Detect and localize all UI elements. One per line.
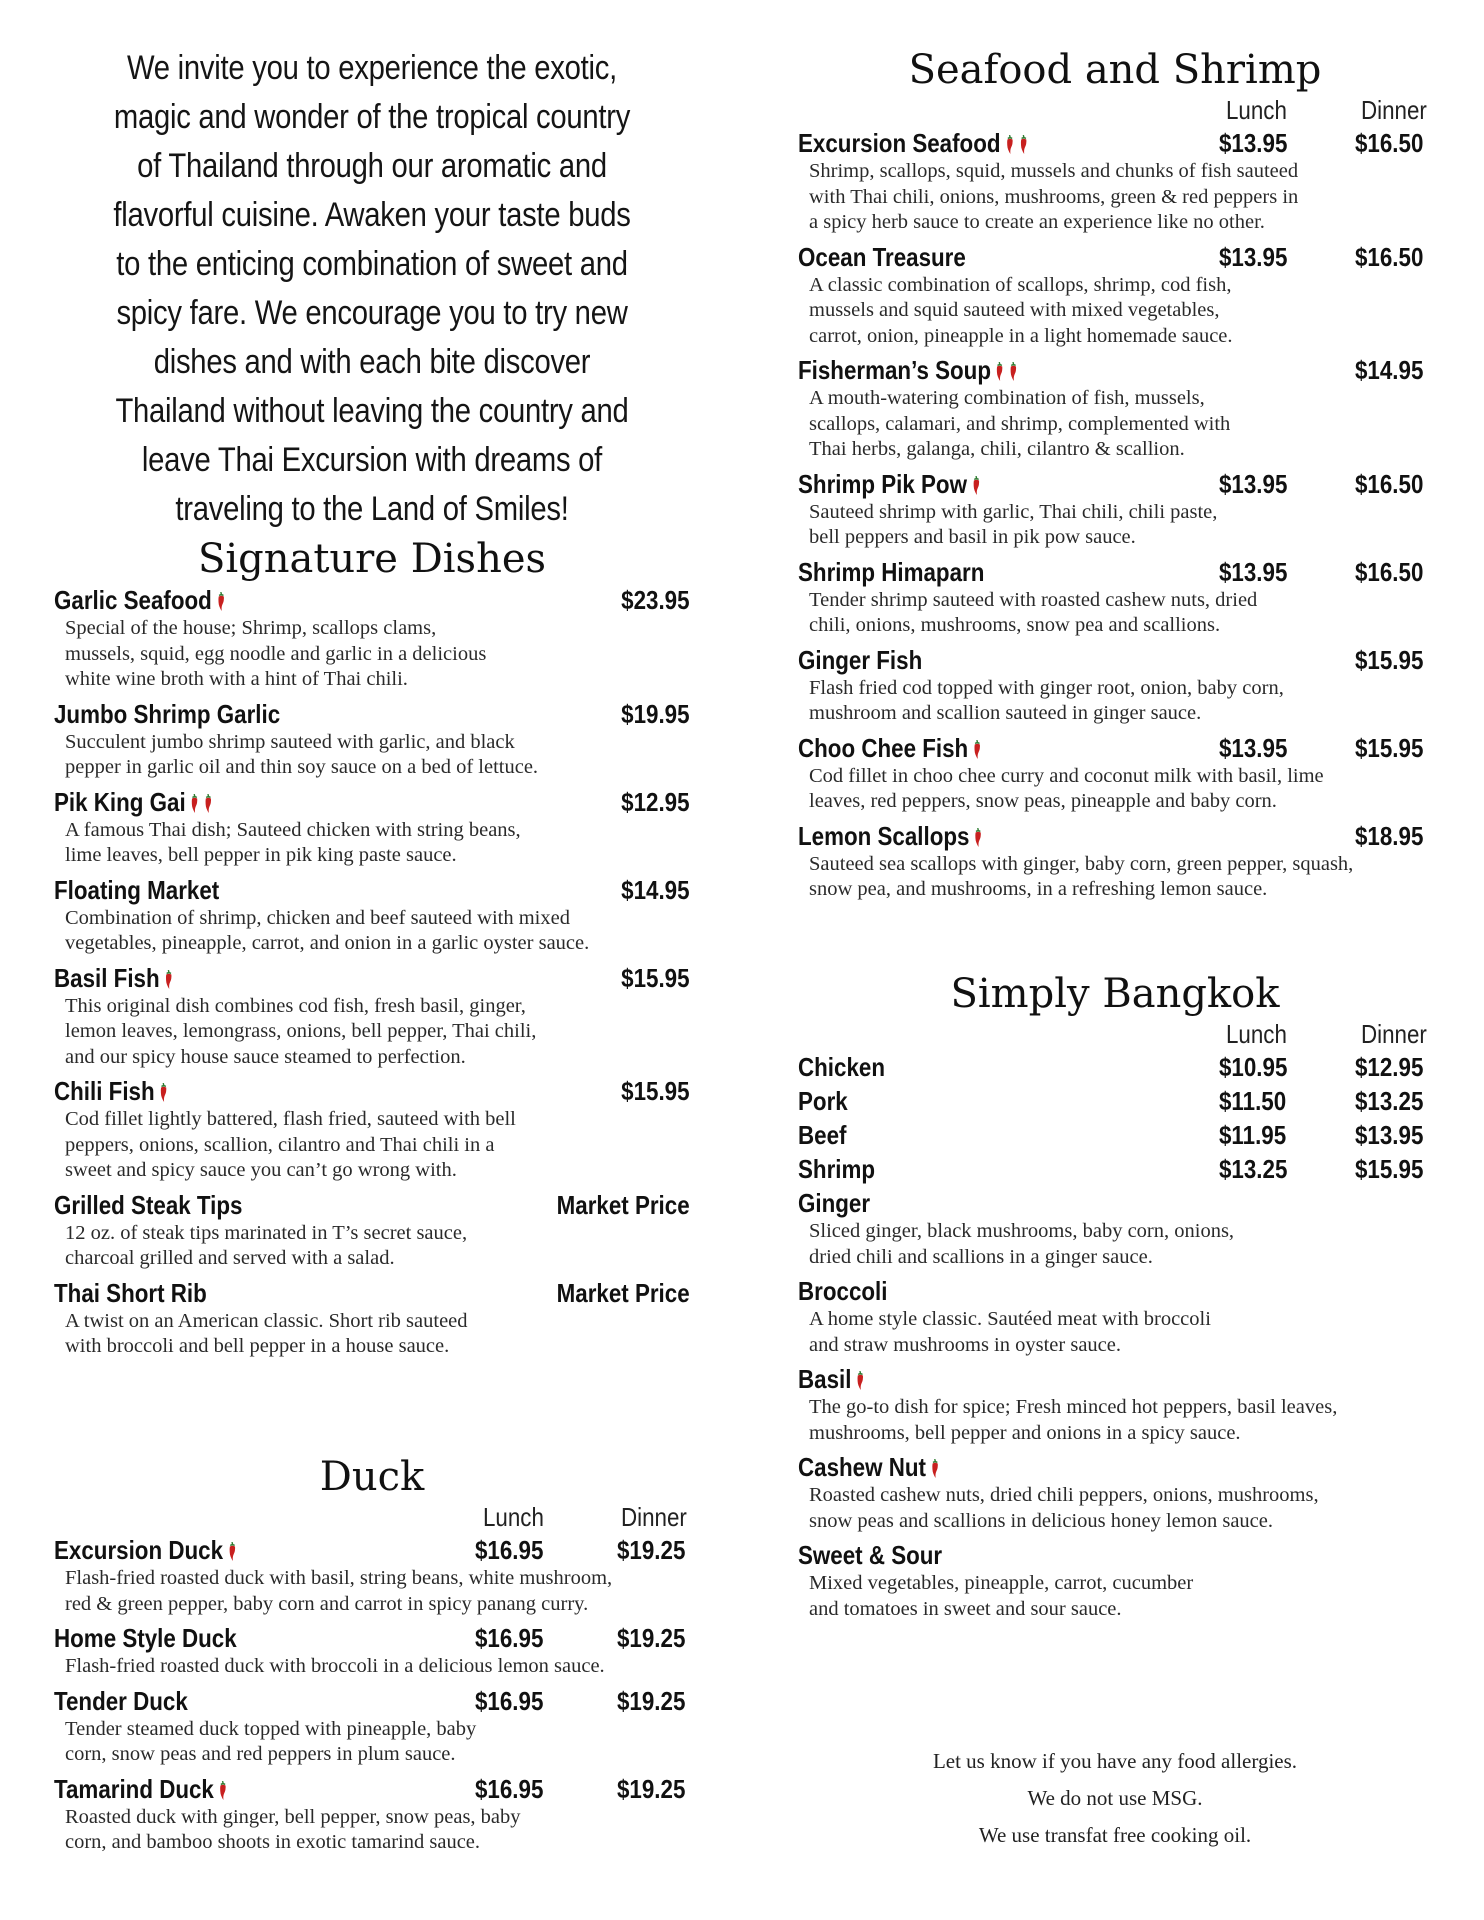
item-name: Garlic Seafood — [54, 584, 226, 616]
signature-item — [54, 698, 690, 781]
seafood-item — [798, 127, 1432, 236]
item-price: $23.95 — [621, 585, 690, 615]
seafood-item — [798, 241, 1432, 350]
signature-item — [54, 962, 690, 1071]
signature-item — [54, 1075, 690, 1184]
item-description: Flash-fried roasted duck with basil, string beans, white mushroom, red & green pepper, baby corn and carrot in spicy panang curry. — [65, 1567, 613, 1615]
bangkok-style-item — [798, 1275, 1432, 1358]
item-name: Ginger Fish — [798, 644, 923, 675]
chili-pepper-icon — [930, 1459, 939, 1478]
duck-item — [54, 1685, 690, 1768]
item-description: Roasted duck with ginger, bell pepper, snow peas, baby corn, and bamboo shoots in exotic tamarind sauce. — [65, 1805, 521, 1853]
item-name: Floating Market — [54, 874, 220, 905]
item-description: Flash fried cod topped with ginger root, onion, baby corn, mushroom and scallion sauteed in ginger sauce. — [809, 676, 1284, 724]
duck-item — [54, 1534, 690, 1617]
chili-pepper-icon — [856, 1371, 865, 1390]
bangkok-protein-row — [798, 1153, 1432, 1185]
transfat-note: We use transfat free cooking oil. — [978, 1823, 1252, 1847]
item-description: Special of the house; Shrimp, scallops clams, mussels, squid, egg noodle and garlic in a delicious white wine broth with a hint of Thai chili. — [65, 617, 487, 690]
chili-pepper-icon — [1019, 135, 1028, 154]
item-description: The go-to dish for spice; Fresh minced hot peppers, basil leaves, mushrooms, bell pepper and onions in a spicy sauce. — [809, 1396, 1338, 1444]
bangkok-protein-row — [798, 1085, 1432, 1117]
duck-item — [54, 1622, 690, 1680]
item-name: Sweet & Sour — [798, 1540, 943, 1570]
item-dinner-price: $16.50 — [1355, 128, 1424, 158]
item-dinner-price: $12.95 — [1355, 1052, 1424, 1082]
item-description: This original dish combines cod fish, fresh basil, ginger, lemon leaves, lemongrass, onions, bell pepper, Thai chili, and our spicy house sauce steamed to perfection. — [65, 994, 537, 1068]
bangkok-style-item — [798, 1187, 1432, 1270]
chili-pepper-icon — [159, 1083, 168, 1102]
item-name: Shrimp Himaparn — [798, 556, 985, 587]
signature-item — [54, 874, 690, 957]
item-dinner-price: $16.50 — [1355, 241, 1424, 272]
item-name: Pork — [798, 1086, 848, 1116]
chili-pepper-icon — [204, 794, 213, 813]
chili-pepper-icon — [218, 1781, 227, 1800]
item-name: Cashew Nut — [798, 1451, 940, 1483]
seafood-item — [798, 644, 1432, 727]
item-dinner-price: $18.95 — [1355, 820, 1424, 851]
signature-section — [54, 534, 690, 1365]
item-price: $15.95 — [621, 1076, 690, 1106]
item-lunch-price: $13.25 — [1219, 1154, 1288, 1184]
item-description: Sauteed sea scallops with ginger, baby corn, green pepper, squash, snow pea, and mushrooms, in a refreshing lemon sauce. — [809, 852, 1354, 900]
bangkok-lunch-header: Lunch — [1226, 1019, 1287, 1049]
bangkok-section — [798, 969, 1432, 1627]
bangkok-column-headers — [798, 1019, 1432, 1051]
item-name: Basil — [798, 1363, 865, 1395]
chili-pepper-icon — [972, 740, 981, 759]
item-name: Fisherman’s Soup — [798, 354, 1019, 386]
bangkok-proteins — [798, 1051, 1432, 1185]
signature-item — [54, 1277, 690, 1360]
item-lunch-price: $13.95 — [1219, 468, 1288, 499]
item-description: A home style classic. Sautéed meat with broccoli and straw mushrooms in oyster sauce. — [809, 1308, 1211, 1356]
chili-pepper-icon — [1009, 362, 1018, 381]
item-description: Flash-fried roasted duck with broccoli in a delicious lemon sauce. — [65, 1655, 605, 1677]
item-lunch-price: $16.95 — [475, 1623, 544, 1653]
item-name: Ocean Treasure — [798, 241, 966, 272]
item-lunch-price: $16.95 — [475, 1685, 544, 1716]
signature-list — [54, 584, 690, 1360]
duck-dinner-header: Dinner — [621, 1502, 687, 1532]
item-name: Grilled Steak Tips — [54, 1189, 243, 1220]
seafood-item — [798, 468, 1432, 551]
allergy-note: Let us know if you have any food allergies. — [932, 1749, 1298, 1773]
item-dinner-price: $15.95 — [1355, 644, 1424, 675]
item-dinner-price: $13.95 — [1355, 1120, 1424, 1150]
item-name: Chicken — [798, 1052, 885, 1082]
item-description: Tender shrimp sauteed with roasted cashew nuts, dried chili, onions, mushrooms, snow pea and scallions. — [809, 588, 1258, 636]
item-lunch-price: $16.95 — [475, 1535, 544, 1565]
item-name: Tamarind Duck — [54, 1773, 228, 1805]
item-description: 12 oz. of steak tips marinated in T’s secret sauce, charcoal grilled and served with a salad. — [65, 1221, 468, 1269]
seafood-item — [798, 556, 1432, 639]
seafood-section — [798, 45, 1432, 908]
signature-item — [54, 1189, 690, 1272]
item-lunch-price: $16.95 — [475, 1773, 544, 1804]
item-dinner-price: $16.50 — [1355, 468, 1424, 499]
item-name: Broccoli — [798, 1276, 888, 1306]
item-name: Choo Chee Fish — [798, 732, 982, 764]
chili-pepper-icon — [216, 592, 225, 611]
seafood-column-headers — [798, 95, 1432, 127]
item-lunch-price: $13.95 — [1219, 241, 1288, 272]
seafood-dinner-header: Dinner — [1361, 95, 1427, 125]
chili-pepper-icon — [164, 970, 173, 989]
duck-column-headers — [54, 1502, 690, 1534]
chili-pepper-icon — [971, 476, 980, 495]
item-name: Excursion Seafood — [798, 127, 1028, 159]
bangkok-style-item — [798, 1539, 1432, 1622]
signature-title: Signature Dishes — [197, 536, 547, 582]
item-dinner-price: $19.25 — [617, 1773, 686, 1804]
duck-lunch-header: Lunch — [483, 1502, 544, 1532]
item-lunch-price: $11.95 — [1219, 1120, 1287, 1150]
item-name: Tender Duck — [54, 1685, 188, 1716]
bangkok-dinner-header: Dinner — [1361, 1019, 1427, 1049]
bangkok-title: Simply Bangkok — [950, 971, 1280, 1017]
seafood-item — [798, 354, 1432, 463]
seafood-list — [798, 127, 1432, 903]
item-description: Mixed vegetables, pineapple, carrot, cucumber and tomatoes in sweet and sour sauce. — [809, 1572, 1194, 1620]
item-price: $12.95 — [621, 786, 690, 817]
item-description: Sliced ginger, black mushrooms, baby corn, onions, dried chili and scallions in a ginger sauce. — [809, 1220, 1235, 1268]
item-description: A twist on an American classic. Short rib sauteed with broccoli and bell pepper in a house sauce. — [65, 1309, 468, 1357]
item-name: Jumbo Shrimp Garlic — [54, 698, 281, 729]
item-lunch-price: $13.95 — [1219, 732, 1288, 763]
seafood-title: Seafood and Shrimp — [908, 47, 1322, 93]
seafood-item — [798, 732, 1432, 815]
bangkok-style-item — [798, 1451, 1432, 1534]
item-description: A classic combination of scallops, shrimp, cod fish, mussels and squid sauteed with mixed vegetables, carrot, onion, pineapple in a light homemade sauce. — [809, 273, 1233, 347]
item-dinner-price: $19.25 — [617, 1623, 686, 1653]
intro-text: We invite you to experience the exotic, magic and wonder of the tropical country of Thailand through our aromatic and flavorful cuisine. Awaken your taste buds to the enticing combination of sweet and spicy fare. We encourage you to try new dishes and with each bite discover Thailand without leaving the country and leave Thai Excursion with dreams of traveling to the Land of Smiles! — [113, 49, 631, 528]
bangkok-protein-row — [798, 1119, 1432, 1151]
seafood-lunch-header: Lunch — [1226, 95, 1287, 125]
item-description: Sauteed shrimp with garlic, Thai chili, chili paste, bell peppers and basil in pik pow sauce. — [809, 500, 1218, 548]
item-description: Roasted cashew nuts, dried chili peppers, onions, mushrooms, snow peas and scallions in delicious honey lemon sauce. — [809, 1484, 1319, 1532]
item-dinner-price: $15.95 — [1355, 732, 1424, 763]
item-name: Lemon Scallops — [798, 820, 983, 852]
bangkok-style-item — [798, 1363, 1432, 1446]
chili-pepper-icon — [995, 362, 1004, 381]
item-name: Shrimp Pik Pow — [798, 468, 981, 500]
signature-item — [54, 584, 690, 693]
item-dinner-price: $16.50 — [1355, 556, 1424, 587]
item-name: Home Style Duck — [54, 1623, 237, 1653]
item-description: Combination of shrimp, chicken and beef sauteed with mixed vegetables, pineapple, carrot, and onion in a garlic oyster sauce. — [65, 906, 590, 954]
item-dinner-price: $19.25 — [617, 1685, 686, 1716]
item-lunch-price: $13.95 — [1219, 128, 1288, 158]
item-dinner-price: $14.95 — [1355, 355, 1424, 385]
msg-note: We do not use MSG. — [1027, 1786, 1203, 1810]
item-name: Thai Short Rib — [54, 1277, 207, 1308]
seafood-item — [798, 820, 1432, 903]
item-dinner-price: $15.95 — [1355, 1154, 1424, 1184]
duck-list — [54, 1534, 690, 1856]
item-name: Ginger — [798, 1188, 871, 1218]
item-description: Tender steamed duck topped with pineapple, baby corn, snow peas and red peppers in plum sauce. — [65, 1717, 477, 1765]
item-name: Pik King Gai — [54, 786, 213, 818]
bangkok-protein-row — [798, 1051, 1432, 1083]
bangkok-styles — [798, 1187, 1432, 1622]
signature-item — [54, 786, 690, 869]
item-name: Basil Fish — [54, 962, 173, 994]
item-dinner-price: $13.25 — [1355, 1086, 1424, 1116]
footer-notes — [798, 1743, 1432, 1854]
item-description: A famous Thai dish; Sauteed chicken with string beans, lime leaves, bell pepper in pik king paste sauce. — [65, 818, 521, 866]
item-description: Cod fillet in choo chee curry and coconut milk with basil, lime leaves, red peppers, snow peas, pineapple and baby corn. — [809, 764, 1324, 812]
chili-pepper-icon — [227, 1542, 236, 1561]
item-price: Market Price — [556, 1189, 690, 1220]
duck-section — [54, 1452, 690, 1861]
item-name: Chili Fish — [54, 1075, 168, 1107]
item-lunch-price: $13.95 — [1219, 556, 1288, 587]
duck-title: Duck — [319, 1454, 425, 1500]
item-price: Market Price — [556, 1277, 690, 1308]
item-dinner-price: $19.25 — [617, 1535, 686, 1565]
item-price: $14.95 — [621, 874, 690, 905]
item-lunch-price: $11.50 — [1219, 1086, 1287, 1116]
chili-pepper-icon — [190, 794, 199, 813]
item-name: Shrimp — [798, 1154, 876, 1184]
item-price: $19.95 — [621, 698, 690, 729]
item-description: Shrimp, scallops, squid, mussels and chunks of fish sauteed with Thai chili, onions, mushrooms, green & red peppers in a spicy herb sauce to create an experience like no other. — [809, 160, 1299, 233]
chili-pepper-icon — [1005, 135, 1014, 154]
item-name: Excursion Duck — [54, 1534, 237, 1566]
chili-pepper-icon — [974, 828, 983, 847]
item-lunch-price: $10.95 — [1219, 1052, 1288, 1082]
item-description: Succulent jumbo shrimp sauteed with garlic, and black pepper in garlic oil and thin soy sauce on a bed of lettuce. — [65, 730, 539, 778]
item-description: Cod fillet lightly battered, flash fried, sauteed with bell peppers, onions, scallion, cilantro and Thai chili in a sweet and spicy sauce you can’t go wrong with. — [65, 1108, 516, 1181]
item-name: Beef — [798, 1120, 847, 1150]
item-description: A mouth-watering combination of fish, mussels, scallops, calamari, and shrimp, complemented with Thai herbs, galanga, chili, cilantro & scallion. — [809, 387, 1231, 460]
duck-item — [54, 1773, 690, 1856]
item-price: $15.95 — [621, 962, 690, 993]
